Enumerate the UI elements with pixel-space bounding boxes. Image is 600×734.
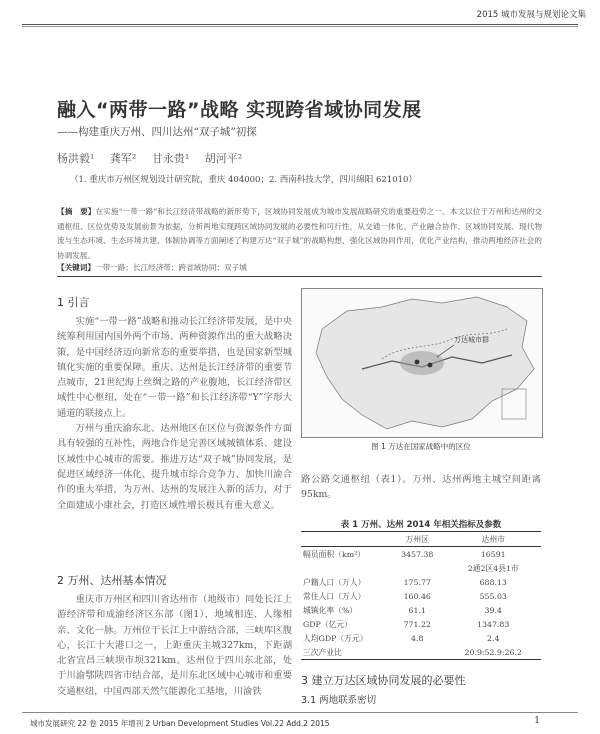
table-row xyxy=(301,631,541,645)
author-name: 胡河平² xyxy=(204,152,243,165)
table-row xyxy=(301,561,541,575)
table-caption: 表 1 万州、达州 2014 年相关指标及参数 xyxy=(340,520,502,530)
city-marker-icon xyxy=(415,360,420,365)
column-header: 达州市 xyxy=(445,532,541,547)
table-cell: 3457.38 xyxy=(401,549,434,559)
table-row xyxy=(301,617,541,631)
map-label: 万达城市群 xyxy=(454,336,489,344)
abstract-label: 【摘 要】 xyxy=(57,207,96,216)
figure-caption: 图 1 万达在国家战略中的区位 xyxy=(371,442,471,451)
right-column-text xyxy=(301,472,541,503)
keywords-rule xyxy=(57,276,542,277)
footer-rule xyxy=(22,712,578,713)
table-row xyxy=(301,645,541,660)
abstract-text: 在实施“一带一路”和长江经济带战略的新形势下，区域协同发展成为城市发展战略研究的重要趋势之一。本文以位于万州和达州的交通枢纽、区位优势及发展前景为依据，分析两地实现跨区域协同发展的必要性和可行性，从交通一体化、产业融合协作、区域协同发展、现代物流与生态环境、生态环境共建、体制协调等方面阐述了构建万达“双子城”的战略构想，强化区域协同作用，优化产业结构，推动两地经济社会的协调发展。 xyxy=(57,207,542,260)
journal-footer: 城市发展研究 22 卷 2015 年增刊 2 Urban Development Studies Vol.22 Add.2 2015 xyxy=(30,719,330,728)
table-row xyxy=(301,575,541,589)
table-cell: 61.1 xyxy=(408,605,426,615)
article-title: 融入“两带一路”战略 实现跨省域协同发展 xyxy=(57,99,422,121)
author-name: 龚军² xyxy=(109,152,137,165)
header-rule xyxy=(22,24,578,25)
table-cell xyxy=(389,561,445,575)
table-cell: 20.9:52.9:26.2 xyxy=(445,645,541,660)
table-cell: 2通2区4县1市 xyxy=(467,563,519,573)
table-cell: 1347.83 xyxy=(477,619,510,629)
table-cell: 175.77 xyxy=(403,577,431,587)
table-cell: 2.4 xyxy=(487,633,500,643)
city-marker-icon xyxy=(428,363,433,368)
table-cell: 城镇化率（%） xyxy=(303,605,358,615)
table-cell xyxy=(389,645,445,660)
table-cell: 39.4 xyxy=(484,605,502,615)
table-cell: 771.22 xyxy=(403,619,431,629)
section-2-body xyxy=(57,592,292,702)
keywords-text: 一带一路；长江经济带；跨省域协同；双子城 xyxy=(94,263,247,272)
section-2-heading: 2 万州、达州基本情况 xyxy=(57,574,167,587)
author-name: 杨洪毅¹ xyxy=(57,152,95,165)
table-cell xyxy=(301,561,389,575)
location-map-figure xyxy=(301,288,543,438)
affiliation: （1. 重庆市万州区规划设计研究院，重庆 404000；2. 西南科技大学，四川绵阳 621010） xyxy=(70,175,417,185)
section-1-body xyxy=(57,314,292,558)
header-rule-thin xyxy=(22,26,578,27)
column-header xyxy=(301,532,389,547)
table-row xyxy=(301,589,541,603)
abstract xyxy=(57,205,542,263)
region-highlight xyxy=(400,351,444,375)
section-3-heading: 3 建立万达区域协同发展的必要性 xyxy=(301,674,466,687)
table-row xyxy=(301,547,541,562)
paragraph: 实施“一带一路”战略和推动长江经济带发展，是中央统筹利用国内国外两个市场、两种资源作出的重大战略决策，是中国经济迈向新常态的重要举措，也是国家新型城镇化实施的重要保障。重庆、达州是长江经济带的重要节点城市，21世纪海上丝绸之路的产业腹地，长江经济带区域性中心枢纽，处在“一带一路”和长江经济带“Y”字形大通道的联接点上。 xyxy=(57,316,292,419)
keywords xyxy=(57,262,542,273)
subsection-heading: 3.1 两地联系密切 xyxy=(301,695,377,706)
indicator-table xyxy=(301,531,541,660)
table-cell: GDP（亿元） xyxy=(303,619,352,629)
table-cell: 人均GDP（万元） xyxy=(303,633,368,643)
article-subtitle: ——构建重庆万州、四川达州“双子城”初探 xyxy=(57,126,257,138)
table-cell: 户籍人口（万人） xyxy=(303,577,366,587)
table-row xyxy=(301,603,541,617)
author-name: 甘永贵¹ xyxy=(151,152,190,165)
table-cell: 555.03 xyxy=(479,591,507,601)
section-1-heading: 1 引言 xyxy=(57,296,90,309)
china-map-graphic xyxy=(302,289,542,437)
table-cell: 16591 xyxy=(480,549,506,559)
table-cell: 幅员面积（km²） xyxy=(303,549,366,559)
running-header: 2015 城市发展与规划论文集 xyxy=(476,10,586,20)
table-cell: 常住人口（万人） xyxy=(303,591,366,601)
paragraph: 万州与重庆渝东北、达州地区在区位与资源条件方面具有较强的互补性，两地合作是完善区域城镇体系、建设区域性中心城市的需要。推进万达“双子城”协同发展，是促进区域经济一体化、提升城市综合竞争力、加快川渝合作的重大举措，为万州、达州的发展注入新的活力，对于全面建成小康社会，打造区域性增长极具有重大意义。 xyxy=(57,423,292,511)
table-cell: 688.13 xyxy=(479,577,507,587)
table-cell: 160.46 xyxy=(403,591,431,601)
paragraph: 路公路交通枢纽（表1）。万州、达州两地主城空间距离95km。 xyxy=(301,474,541,501)
table-header-row xyxy=(301,532,541,547)
page-number: 1 xyxy=(534,716,540,726)
column-header: 万州区 xyxy=(389,532,445,547)
keywords-label: 【关键词】 xyxy=(57,263,95,272)
paragraph: 重庆市万州区和四川省达州市（地级市）同处长江上游经济带和成渝经济区东部（图1），地域相连、人缘相亲、文化一脉。万州位于长江上中游结合部，三峡库区腹心，长江十大港口之一，上距重庆主城327km，下距湖北省宜昌三峡坝市坝321km。达州位于四川东北部，处于川渝鄂陕四省市结合部，是川东北区域中心城市和重要交通枢纽，中国西部天然气能源化工基地，川渝铁 xyxy=(57,594,292,697)
author-list xyxy=(57,150,242,166)
table-cell: 三次产业比 xyxy=(301,645,389,660)
table-cell: 4.8 xyxy=(411,633,424,643)
